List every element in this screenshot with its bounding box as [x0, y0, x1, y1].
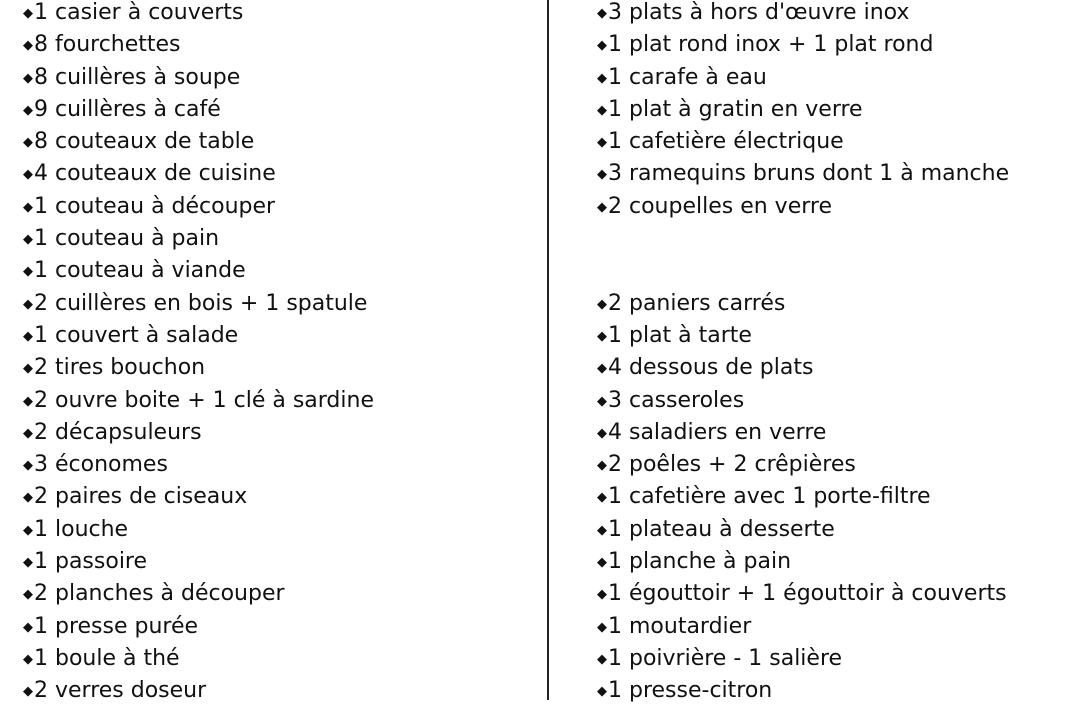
list-item [23, 320, 374, 352]
list-item [597, 514, 1009, 546]
list-item [23, 546, 374, 578]
list-item [597, 94, 1009, 126]
bullet-icon: ◆ [597, 684, 607, 700]
list-item-text: 1 boule à thé [34, 645, 180, 671]
list-item-text: 1 couteau à viande [34, 258, 246, 284]
list-item-text: 1 presse purée [34, 613, 199, 639]
bullet-icon: ◆ [23, 102, 33, 118]
list-item [23, 94, 374, 126]
list-item [597, 578, 1009, 610]
bullet-icon: ◆ [597, 296, 607, 312]
bullet-icon: ◆ [23, 684, 33, 700]
list-item-text: 2 planches à découper [34, 581, 285, 607]
bullet-icon: ◆ [23, 264, 33, 280]
list-item-text: 3 casseroles [608, 387, 745, 413]
bullet-icon: ◆ [23, 296, 33, 312]
bullet-icon: ◆ [23, 393, 33, 409]
bullet-icon: ◆ [23, 651, 33, 667]
list-item-text: 1 couvert à salade [34, 322, 239, 348]
left-inventory-list [23, 0, 374, 708]
list-item [23, 449, 374, 481]
bullet-icon: ◆ [23, 135, 33, 151]
list-item [597, 611, 1009, 643]
list-item-text: 2 paniers carrés [608, 290, 786, 316]
list-item-text: 1 plat rond inox + 1 plat rond [608, 32, 934, 58]
list-item [23, 352, 374, 384]
list-item [597, 675, 1009, 707]
list-item-text: 2 verres doseur [34, 678, 207, 704]
list-item [597, 417, 1009, 449]
list-item [597, 62, 1009, 94]
bullet-icon: ◆ [597, 199, 607, 215]
list-item [23, 255, 374, 287]
list-item-text: 8 couteaux de table [34, 129, 255, 155]
list-item-text: 1 couteau à découper [34, 193, 276, 219]
bullet-icon: ◆ [597, 70, 607, 86]
list-item-text: 2 coupelles en verre [608, 193, 832, 219]
bullet-icon: ◆ [597, 167, 607, 183]
right-inventory-list [597, 0, 1009, 708]
bullet-icon: ◆ [597, 135, 607, 151]
list-item [23, 62, 374, 94]
list-item [597, 158, 1009, 190]
bullet-icon: ◆ [597, 361, 607, 377]
list-item-text: 1 casier à couverts [34, 0, 244, 25]
bullet-icon: ◆ [23, 70, 33, 86]
bullet-icon: ◆ [597, 425, 607, 441]
list-item [23, 29, 374, 61]
list-item-text: 1 plat à gratin en verre [608, 96, 863, 122]
list-item [23, 481, 374, 513]
list-item-text: 1 couteau à pain [34, 226, 220, 252]
list-item-text: 1 poivrière - 1 salière [608, 645, 843, 671]
bullet-icon: ◆ [597, 587, 607, 603]
list-item-text: 2 décapsuleurs [34, 419, 202, 445]
bullet-icon: ◆ [23, 38, 33, 54]
bullet-icon: ◆ [23, 555, 33, 571]
bullet-icon: ◆ [23, 6, 33, 21]
list-item-text: 2 poêles + 2 crêpières [608, 452, 856, 478]
list-item-text: 9 cuillères à café [34, 96, 221, 122]
blank-line [597, 255, 1009, 287]
bullet-icon: ◆ [23, 522, 33, 538]
list-item [23, 0, 374, 29]
list-item [597, 29, 1009, 61]
list-item [23, 126, 374, 158]
bullet-icon: ◆ [23, 199, 33, 215]
bullet-icon: ◆ [23, 232, 33, 248]
list-item-text: 2 paires de ciseaux [34, 484, 248, 510]
list-item-text: 2 cuillères en bois + 1 spatule [34, 290, 368, 316]
bullet-icon: ◆ [597, 38, 607, 54]
list-item [597, 546, 1009, 578]
bullet-icon: ◆ [597, 651, 607, 667]
list-item [597, 320, 1009, 352]
list-item [597, 385, 1009, 417]
list-item [23, 675, 374, 707]
list-item [597, 643, 1009, 675]
list-item-text: 1 presse-citron [608, 678, 773, 704]
bullet-icon: ◆ [597, 393, 607, 409]
list-item-text: 3 ramequins bruns dont 1 à manche [608, 161, 1010, 187]
list-item [597, 0, 1009, 29]
list-item [23, 158, 374, 190]
list-item-text: 8 fourchettes [34, 32, 181, 58]
list-item [23, 611, 374, 643]
list-item-text: 1 plat à tarte [608, 322, 752, 348]
bullet-icon: ◆ [597, 458, 607, 474]
bullet-icon: ◆ [23, 361, 33, 377]
list-item [597, 449, 1009, 481]
bullet-icon: ◆ [23, 425, 33, 441]
list-item-text: 3 plats à hors d'œuvre inox [608, 0, 910, 25]
bullet-icon: ◆ [23, 458, 33, 474]
list-item [23, 191, 374, 223]
list-item-text: 2 ouvre boite + 1 clé à sardine [34, 387, 374, 413]
list-item-text: 1 cafetière électrique [608, 129, 844, 155]
list-item [597, 481, 1009, 513]
bullet-icon: ◆ [597, 102, 607, 118]
list-item-text: 1 carafe à eau [608, 64, 767, 90]
list-item-text: 1 égouttoir + 1 égouttoir à couverts [608, 581, 1007, 607]
list-item-text: 1 louche [34, 516, 129, 542]
list-item [597, 191, 1009, 223]
list-item [23, 643, 374, 675]
list-item [23, 288, 374, 320]
bullet-icon: ◆ [23, 328, 33, 344]
list-item-text: 4 dessous de plats [608, 355, 814, 381]
bullet-icon: ◆ [23, 490, 33, 506]
bullet-icon: ◆ [597, 619, 607, 635]
list-item-text: 4 saladiers en verre [608, 419, 827, 445]
bullet-icon: ◆ [597, 522, 607, 538]
list-item-text: 1 planche à pain [608, 549, 792, 575]
list-item-text: 1 cafetière avec 1 porte-filtre [608, 484, 931, 510]
list-item [597, 352, 1009, 384]
list-item-text: 1 plateau à desserte [608, 516, 835, 542]
list-item-text: 1 passoire [34, 549, 148, 575]
bullet-icon: ◆ [23, 167, 33, 183]
list-item-text: 4 couteaux de cuisine [34, 161, 276, 187]
bullet-icon: ◆ [597, 555, 607, 571]
list-item-text: 2 tires bouchon [34, 355, 206, 381]
bullet-icon: ◆ [597, 6, 607, 21]
blank-line [597, 223, 1009, 255]
bullet-icon: ◆ [23, 587, 33, 603]
list-item [23, 417, 374, 449]
bullet-icon: ◆ [597, 328, 607, 344]
bullet-icon: ◆ [597, 490, 607, 506]
list-item [23, 578, 374, 610]
list-item-text: 3 économes [34, 452, 168, 478]
column-divider [547, 0, 549, 700]
bullet-icon: ◆ [23, 619, 33, 635]
list-item [597, 126, 1009, 158]
list-item-text: 1 moutardier [608, 613, 752, 639]
list-item [23, 223, 374, 255]
list-item-text: 8 cuillères à soupe [34, 64, 241, 90]
list-item [23, 514, 374, 546]
list-item [23, 385, 374, 417]
list-item [597, 288, 1009, 320]
